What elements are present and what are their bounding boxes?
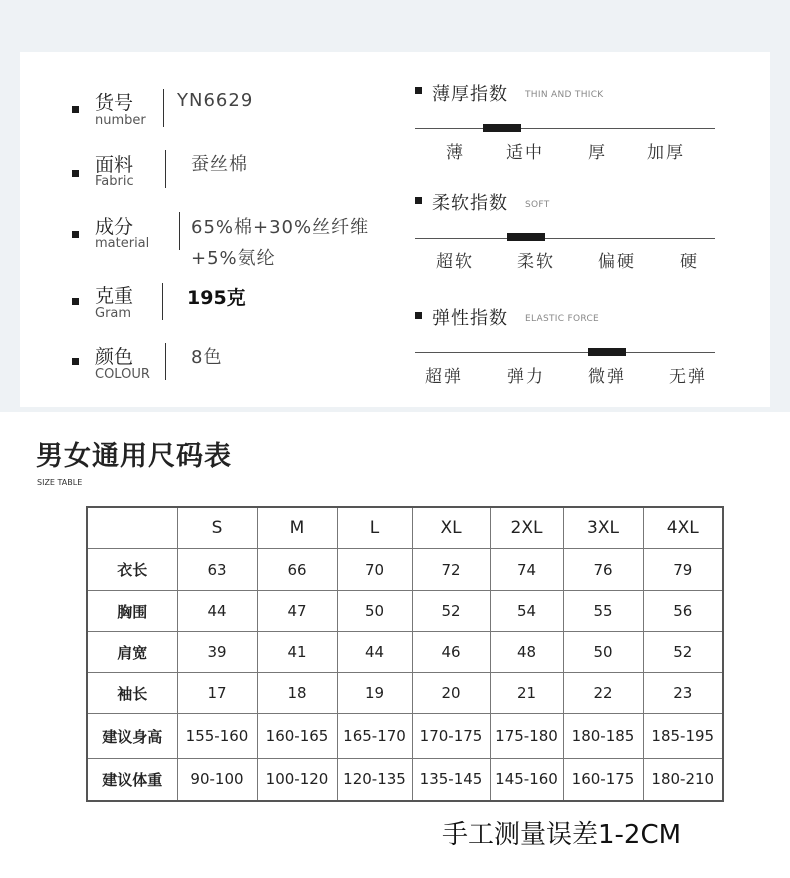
- product-info-card: [20, 52, 770, 407]
- spec-value: 65%棉+30%丝纤维: [191, 217, 370, 238]
- table-cell: 120-135: [337, 759, 412, 801]
- gauge-subtitle: ELASTIC FORCE: [525, 314, 600, 324]
- gauge-label: 硬: [680, 252, 699, 272]
- row-label: 肩宽: [87, 632, 177, 673]
- spec-bullet: [72, 106, 79, 113]
- gauge-subtitle: THIN AND THICK: [525, 90, 604, 100]
- table-cell: 21: [490, 673, 563, 714]
- spec-label: 成分: [95, 216, 134, 238]
- size-table: [86, 506, 724, 802]
- spec-divider: [165, 150, 166, 188]
- table-row: [87, 714, 723, 759]
- table-cell: 20: [412, 673, 490, 714]
- gauge-title: 柔软指数: [432, 193, 508, 214]
- table-cell: 52: [643, 632, 723, 673]
- spec-label: 颜色: [95, 346, 134, 368]
- table-cell: 44: [177, 591, 257, 632]
- table-cell: 180-210: [643, 759, 723, 801]
- table-cell: 79: [643, 549, 723, 591]
- gauge-label: 适中: [506, 143, 544, 163]
- gauge-label: 薄: [446, 143, 465, 163]
- table-row: [87, 591, 723, 632]
- gauge-subtitle: SOFT: [525, 200, 550, 210]
- table-cell: 54: [490, 591, 563, 632]
- gauge-label: 加厚: [647, 143, 685, 163]
- table-cell: 39: [177, 632, 257, 673]
- table-cell: 100-120: [257, 759, 337, 801]
- gauge-label: 偏硬: [598, 252, 636, 272]
- gauge-level-marker: [483, 124, 521, 132]
- gauge-title: 弹性指数: [432, 308, 508, 329]
- spec-label-en: material: [95, 236, 150, 251]
- size-chart-subtitle: SIZE TABLE: [37, 478, 83, 487]
- table-cell: 23: [643, 673, 723, 714]
- table-cell: 72: [412, 549, 490, 591]
- table-cell: 17: [177, 673, 257, 714]
- table-cell: 47: [257, 591, 337, 632]
- spec-value: YN6629: [177, 90, 254, 111]
- table-cell: 50: [337, 591, 412, 632]
- row-label: 衣长: [87, 549, 177, 591]
- gauge-level-marker: [507, 233, 545, 241]
- table-cell: 76: [563, 549, 643, 591]
- row-label: 胸围: [87, 591, 177, 632]
- table-row: [87, 759, 723, 801]
- table-cell: 180-185: [563, 714, 643, 759]
- gauge-label: 超软: [436, 252, 474, 272]
- size-header-cell: 2XL: [490, 507, 563, 549]
- spec-divider: [163, 89, 164, 127]
- size-header-corner: [87, 507, 177, 549]
- gauge-track: [415, 352, 715, 353]
- table-cell: 48: [490, 632, 563, 673]
- gauge-bullet: [415, 87, 422, 94]
- gauge-bullet: [415, 312, 422, 319]
- gauge-title: 薄厚指数: [432, 84, 508, 105]
- spec-value: 8色: [191, 347, 223, 368]
- table-cell: 18: [257, 673, 337, 714]
- gauge-label: 弹力: [507, 367, 545, 387]
- table-cell: 160-175: [563, 759, 643, 801]
- table-cell: 22: [563, 673, 643, 714]
- spec-label: 克重: [95, 285, 134, 307]
- gauge-track: [415, 238, 715, 239]
- table-cell: 44: [337, 632, 412, 673]
- gauge-level-marker: [588, 348, 626, 356]
- table-cell: 70: [337, 549, 412, 591]
- table-row: [87, 549, 723, 591]
- gauge-label: 厚: [588, 143, 607, 163]
- table-cell: 160-165: [257, 714, 337, 759]
- table-cell: 155-160: [177, 714, 257, 759]
- table-cell: 66: [257, 549, 337, 591]
- spec-label-en: COLOUR: [95, 367, 150, 382]
- table-cell: 41: [257, 632, 337, 673]
- row-label: 袖长: [87, 673, 177, 714]
- table-cell: 170-175: [412, 714, 490, 759]
- table-cell: 19: [337, 673, 412, 714]
- table-cell: 50: [563, 632, 643, 673]
- table-cell: 74: [490, 549, 563, 591]
- spec-value-line2: +5%氨纶: [191, 248, 276, 269]
- size-header-cell: S: [177, 507, 257, 549]
- size-header-cell: L: [337, 507, 412, 549]
- gauge-label: 超弹: [425, 367, 463, 387]
- table-cell: 52: [412, 591, 490, 632]
- spec-label-en: number: [95, 113, 146, 128]
- gauge-label: 无弹: [669, 367, 707, 387]
- size-chart-title: 男女通用尺码表: [36, 441, 232, 472]
- table-cell: 175-180: [490, 714, 563, 759]
- spec-divider: [165, 343, 166, 380]
- spec-bullet: [72, 170, 79, 177]
- table-cell: 46: [412, 632, 490, 673]
- gauge-label: 微弹: [588, 367, 626, 387]
- table-cell: 55: [563, 591, 643, 632]
- table-cell: 135-145: [412, 759, 490, 801]
- size-header-cell: XL: [412, 507, 490, 549]
- row-label: 建议身高: [87, 714, 177, 759]
- table-cell: 90-100: [177, 759, 257, 801]
- spec-label-en: Fabric: [95, 174, 134, 189]
- measurement-note: 手工测量误差1-2CM: [442, 820, 682, 850]
- table-cell: 63: [177, 549, 257, 591]
- spec-bullet: [72, 231, 79, 238]
- gauge-track: [415, 128, 715, 129]
- spec-divider: [179, 212, 180, 250]
- gauge-bullet: [415, 197, 422, 204]
- spec-label-en: Gram: [95, 306, 132, 321]
- table-cell: 145-160: [490, 759, 563, 801]
- row-label: 建议体重: [87, 759, 177, 801]
- size-header-cell: 4XL: [643, 507, 723, 549]
- spec-divider: [162, 283, 163, 320]
- spec-value: 195克: [187, 287, 246, 309]
- spec-label: 面料: [95, 154, 134, 176]
- size-header-cell: 3XL: [563, 507, 643, 549]
- table-cell: 56: [643, 591, 723, 632]
- table-row: [87, 632, 723, 673]
- spec-bullet: [72, 358, 79, 365]
- gauge-label: 柔软: [517, 252, 555, 272]
- spec-bullet: [72, 298, 79, 305]
- spec-value: 蚕丝棉: [191, 154, 248, 175]
- size-header-cell: M: [257, 507, 337, 549]
- table-cell: 165-170: [337, 714, 412, 759]
- size-header-row: [87, 507, 723, 549]
- spec-label: 货号: [95, 92, 134, 114]
- table-row: [87, 673, 723, 714]
- table-cell: 185-195: [643, 714, 723, 759]
